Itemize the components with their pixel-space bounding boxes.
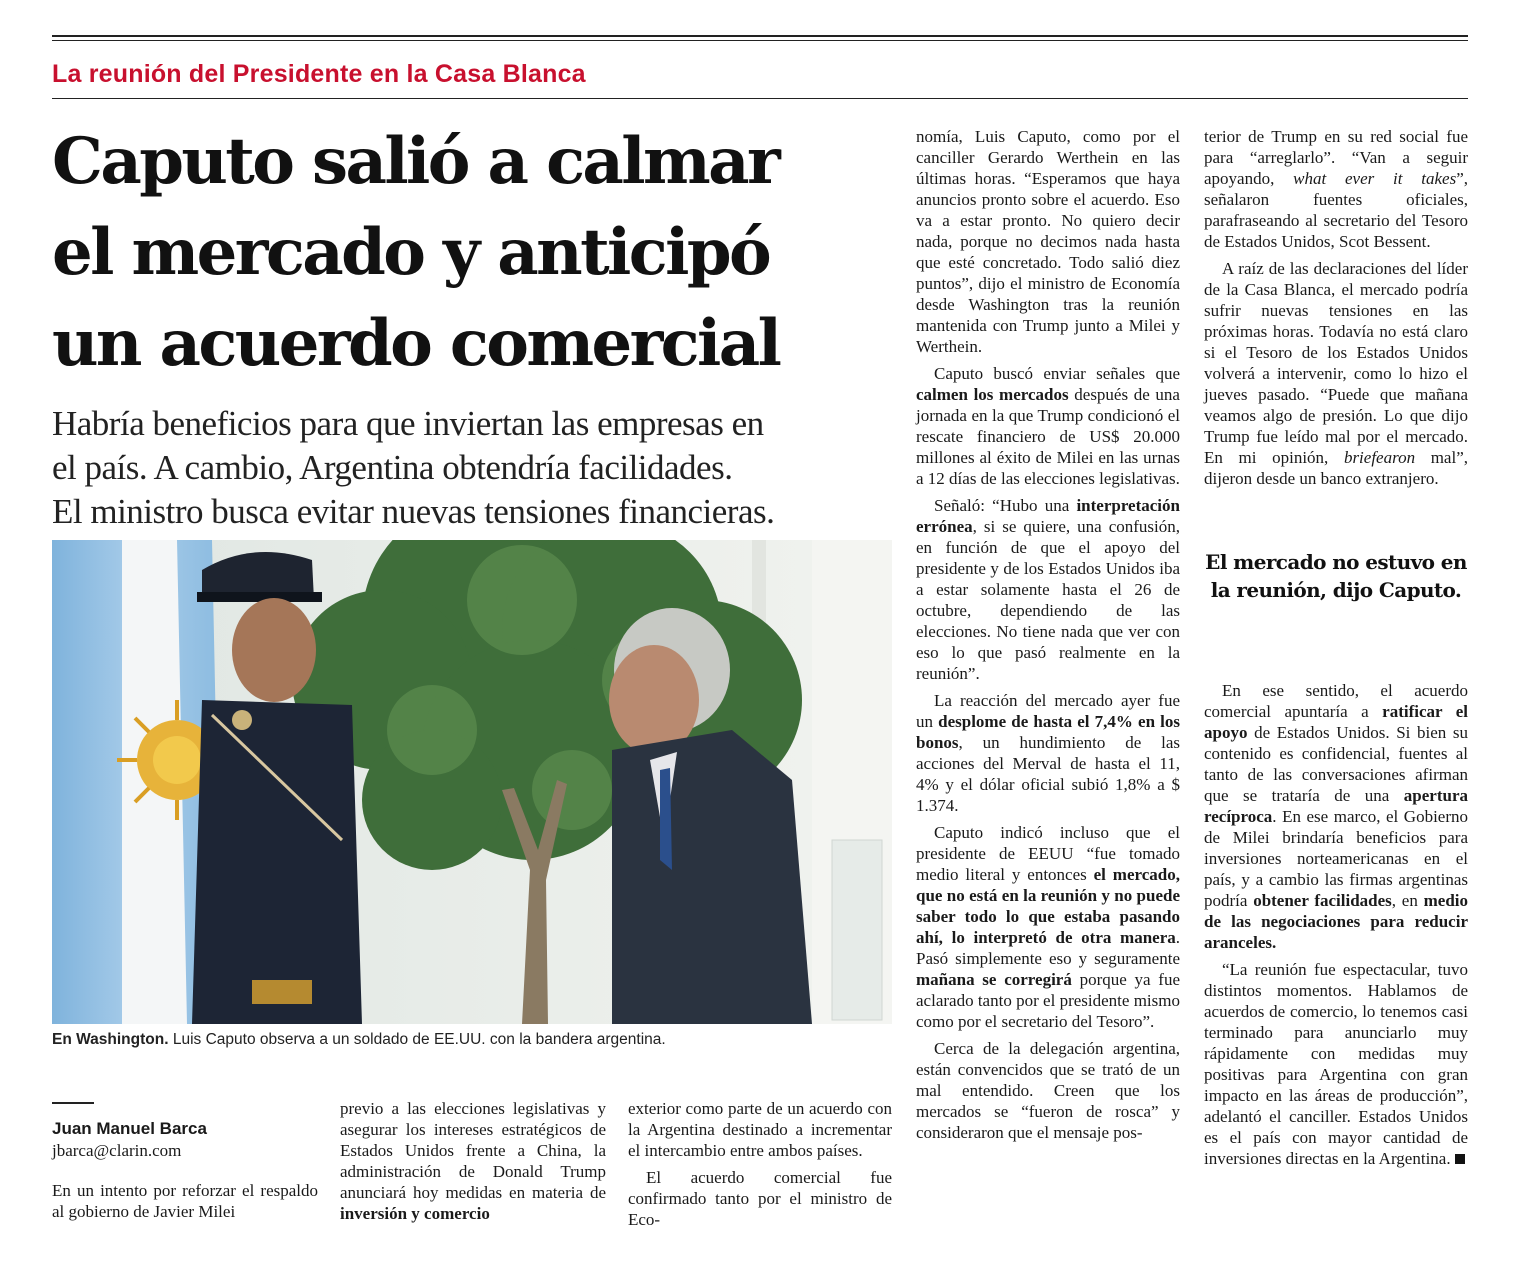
body-paragraph (916, 363, 1180, 489)
body-text: . Pasó simplemente eso y seguramente (916, 928, 1180, 968)
column-4 (916, 126, 1180, 1149)
deck-line: el país. A cambio, Argentina obtendría facilidades. (52, 448, 733, 487)
body-text: Caputo buscó enviar señales que (934, 364, 1180, 383)
body-text: después de una jornada en la que Trump condicionó el rescate financiero de US$ 20.000 millones al éxito de Milei en las urnas a 12 días de las elecciones legislativas. (916, 385, 1180, 488)
kicker-rule (52, 98, 1468, 99)
body-bold: el mercado, que no está en la reunión y no puede saber todo lo que estaba pasando ahí, lo interpretó de otra manera (916, 865, 1180, 947)
body-bold: apertura recíproca (1204, 786, 1468, 826)
body-text: La reacción del mercado ayer fue un (916, 691, 1180, 731)
headline-line: Caputo salió a calmar (52, 124, 779, 199)
byline-rule (52, 1102, 94, 1104)
body-paragraph (1204, 126, 1468, 252)
body-text: . En ese marco, el Gobierno de Milei brindaría beneficios para inversiones norteamericanas en el país, y a cambio las firmas argentinas podría (1204, 807, 1468, 910)
body-paragraph: exterior como parte de un acuerdo con la Argentina destinado a incrementar el intercambio entre ambos países. (628, 1099, 892, 1160)
body-text: terior de Trump en su red social fue para “arreglarlo”. “Van a seguir apoyando, (1204, 127, 1468, 188)
body-bold: medio de las negociaciones para reducir aranceles. (1204, 891, 1468, 952)
body-text: Caputo indicó incluso que el presidente de EEUU “fue tomado medio literal y entonces (916, 823, 1180, 884)
body-text: , un hundimiento de las acciones del Merval de hasta el 11, 4% y el dólar oficial subió 1,8% a $ 1.374. (916, 733, 1180, 815)
body-bold: obtener facilidades (1253, 891, 1392, 910)
body-text: mal”, dijeron desde un banco extranjero. (1204, 448, 1468, 488)
section-kicker: La reunión del Presidente en la Casa Blanca (52, 60, 586, 88)
body-italic: briefearon (1343, 448, 1416, 467)
body-text: ”, señalaron fuentes oficiales, parafraseando al secretario del Tesoro de Estados Unidos, Scot Bessent. (1204, 169, 1468, 251)
caption-text: Luis Caputo observa a un soldado de EE.UU. con la bandera argentina. (168, 1031, 666, 1048)
deck-line: El ministro busca evitar nuevas tensiones financieras. (52, 492, 775, 531)
body-bold: calmen los mercados (916, 385, 1069, 404)
photo-caption (52, 1031, 892, 1049)
article-photo (52, 540, 892, 1024)
column-5 (1204, 126, 1468, 495)
top-rule-thin (52, 40, 1468, 41)
body-bold: inversión y comercio (340, 1204, 490, 1223)
body-paragraph (340, 1098, 606, 1224)
body-text: Señaló: “Hubo una (934, 496, 1077, 515)
body-paragraph (1204, 258, 1468, 489)
body-paragraph (916, 822, 1180, 1032)
body-bold: desplome de hasta el 7,4% en los bonos (916, 712, 1181, 752)
article-headline (52, 116, 882, 389)
body-text: “La reunión fue espectacular, tuvo distintos momentos. Hablamos de acuerdos de comercio, lo tenemos casi terminado para anunciarlo muy rápidamente con medidas muy positivas para Argentina con gran impacto en las áreas de producción”, adelantó el canciller. Estados Unidos es el país con mayor cantidad de inversiones directas en la Argentina. (1204, 960, 1468, 1168)
byline-name: Juan Manuel Barca (52, 1119, 207, 1138)
body-text: , en (1391, 891, 1424, 910)
body-paragraph: nomía, Luis Caputo, como por el canciller Gerardo Werthein en las últimas horas. “Esperamos que haya anuncios pronto sobre el acuerdo. Eso va a estar pronto. No quiero decir nada, porque no decimos nada hasta que esté concretado. Todo salió diez puntos”, dijo el ministro de Economía desde Washington tras la reunión mantenida con Trump junto a Milei y Werthein. (916, 127, 1180, 356)
body-text: A raíz de las declaraciones del líder de la Casa Blanca, el mercado podría sufrir nuevas tensiones en las próximas horas. Todavía no está claro si el Tesoro de los Estados Unidos volverá a intervenir, como lo hizo el jueves pasado. “Puede que mañana veamos algo de presión. Lo que dijo Trump fue leído mal por el mercado. En mi opinión, (1204, 259, 1468, 467)
column-3 (628, 1098, 892, 1236)
body-bold: interpretación errónea (916, 496, 1180, 536)
body-paragraph (916, 495, 1180, 684)
body-paragraph: El acuerdo comercial fue confirmado tanto por el ministro de Eco- (628, 1168, 892, 1229)
body-paragraph: Cerca de la delegación argentina, están convencidos que se trató de un mal entendido. Creen que los mercados se “fueron de rosca” y consideraron que el mensaje pos- (916, 1039, 1180, 1142)
body-paragraph (1204, 680, 1468, 953)
caption-lead: En Washington. (52, 1031, 169, 1048)
body-bold: ratificar el apoyo (1204, 702, 1468, 742)
article-deck (52, 402, 882, 534)
body-italic: what ever it takes (1293, 169, 1457, 188)
headline-line: un acuerdo comercial (52, 306, 780, 381)
top-rule (52, 35, 1468, 37)
column-1 (52, 1118, 318, 1228)
headline-line: el mercado y anticipó (52, 215, 770, 290)
body-text: En ese sentido, el acuerdo comercial apuntaría a (1204, 681, 1468, 721)
body-text: previo a las elecciones legislativas y asegurar los intereses estratégicos de Estados Unidos frente a China, la administración de Donald Trump anunciará hoy medidas en materia de (340, 1099, 606, 1202)
body-bold: mañana se corregirá (916, 970, 1072, 989)
body-text: porque ya fue aclarado tanto por el presidente mismo como por el secretario del Tesoro”. (916, 970, 1180, 1031)
pull-quote: El mercado no estuvo en la reunión, dijo Caputo. (1205, 550, 1467, 602)
end-mark-icon (1455, 1154, 1465, 1164)
body-paragraph: En un intento por reforzar el respaldo al gobierno de Javier Milei (52, 1181, 318, 1221)
body-text: , si se quiere, una confusión, en función de que el apoyo del presidente y de los Estados Unidos iba a estar solamente hasta el 26 de octubre, dependiendo de las elecciones. No tiene nada que ver con eso lo que pasó realmente en la reunión”. (916, 517, 1180, 683)
deck-line: Habría beneficios para que inviertan las empresas en (52, 404, 764, 443)
body-paragraph (916, 690, 1180, 816)
body-paragraph (1204, 959, 1468, 1169)
column-2 (340, 1098, 606, 1230)
photo-illustration (52, 540, 892, 1024)
byline-email: jbarca@clarin.com (52, 1141, 182, 1160)
body-text: de Estados Unidos. Si bien su contenido es confidencial, fuentes al tanto de las conversaciones afirman que se trataría de una (1204, 723, 1468, 805)
column-5-lower (1204, 680, 1468, 1175)
